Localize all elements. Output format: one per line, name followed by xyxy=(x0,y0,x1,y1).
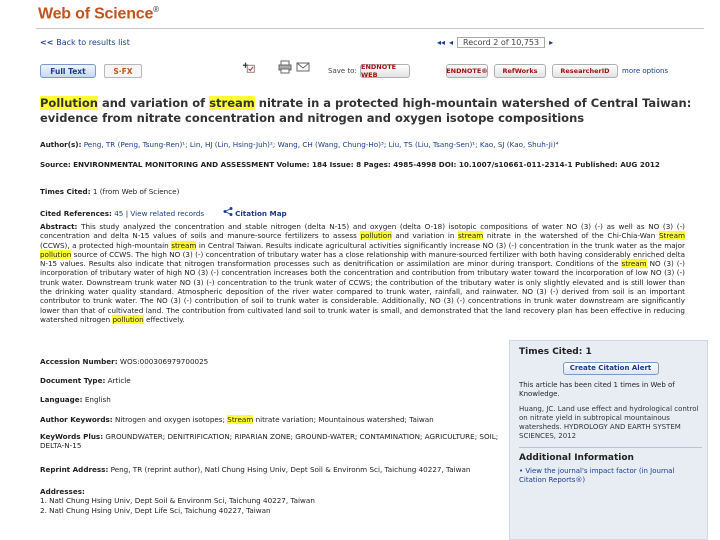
document-type-field xyxy=(40,376,131,385)
bullet-icon: • xyxy=(519,467,526,475)
abstract-highlight: pollution xyxy=(112,314,144,324)
document-type-label: Document Type: xyxy=(40,376,106,385)
cited-references-label: Cited References: xyxy=(40,209,112,218)
document-type-value: Article xyxy=(107,376,131,385)
registered-mark: ® xyxy=(153,5,159,14)
times-cited-value: 1 (from Web of Science) xyxy=(92,187,180,196)
authors-label: Author(s): xyxy=(40,140,82,149)
back-to-results-link[interactable]: << Back to results list xyxy=(40,38,130,47)
abstract-label: Abstract: xyxy=(40,222,78,231)
more-options-link[interactable]: more options xyxy=(622,67,669,75)
sidebar-times-cited: Times Cited: 1 xyxy=(519,347,592,357)
abstract-highlight: stream xyxy=(458,231,484,241)
language-field xyxy=(40,395,111,404)
separator: | xyxy=(125,209,129,218)
accession-label: Accession Number: xyxy=(40,357,118,366)
save-to-endnote-button[interactable] xyxy=(446,64,488,78)
addresses-label: Addresses: xyxy=(40,487,85,496)
keywords-plus-field xyxy=(40,432,502,452)
title-highlight-pollution: Pollution xyxy=(40,96,98,110)
author-keywords-value-rest: nitrate variation; Mountainous watershed; Taiwan xyxy=(253,415,434,424)
reprint-address-label: Reprint Address: xyxy=(40,465,109,474)
save-refworks-label: RefWorks xyxy=(502,67,538,75)
abstract-text: NO (3) (-) incorporation of tributary water of high NO (3) (-) concentration increases both the concentration and contribution from tributary water toward the incorporation of low NO (3) (-) trunk water. Downstream trunk water NO (3) (-) concentration to the trunk water of CCWS; the contribution of the tributary water is only slightly elevated and is still lower than the drinking water quality standard. Atmospheric deposition of the river water compared to trunk water, rainfall, and rainwater. NO (3) (-) derived from soil is an important contributor to trunk water. The NO (3) (-) contribution of soil to trunk water is considerable. Additionally, NO (3) (-) concentrations in trunk water downstream are significantly lower than that of cultivated land. The contribution from cultivated land soil to trunk water is small, and demonstrated that the land recovery plan has been effective in reducing watershed nitrogen xyxy=(40,259,685,324)
abstract-text: nitrate in the watershed of the Chi-Chia-Wan xyxy=(483,231,659,241)
addresses-field xyxy=(40,487,506,515)
accession-value: WOS:000306979700025 xyxy=(119,357,209,366)
full-text-button[interactable] xyxy=(40,64,96,78)
keywords-plus-value: GROUNDWATER; DENITRIFICATION; RIPARIAN ZONE; GROUND-WATER; CONTAMINATION; AGRICULTURE; SOIL; DELTA-N-15 xyxy=(40,432,499,451)
abstract-highlight: pollution xyxy=(40,249,72,259)
citation-sidebar xyxy=(509,340,708,540)
sfx-label: S·FX xyxy=(113,66,133,76)
source-label: Source: xyxy=(40,160,71,169)
abstract-field xyxy=(40,222,685,345)
abstract-text: in Central Taiwan. Results indicate agricultural activities significantly increase NO (3) (-) concentration in the trunk water as the major xyxy=(196,240,685,250)
previous-record-icon[interactable]: ◂ xyxy=(449,38,454,47)
record-tools xyxy=(242,60,310,74)
email-icon[interactable] xyxy=(296,60,310,74)
language-label: Language: xyxy=(40,395,83,404)
add-to-marked-list-icon[interactable] xyxy=(242,60,256,74)
author-keywords-field xyxy=(40,415,500,424)
title-text: and variation of xyxy=(97,96,210,110)
double-chevron-left-icon: << xyxy=(40,38,57,47)
accession-number-field xyxy=(40,357,208,366)
title-text-rest: nitrate in a protected high-mountain watershed of Central Taiwan: evidence from nitrate concentration and nitrogen and oxygen isotope compositions xyxy=(40,96,692,125)
reprint-address-field xyxy=(40,465,506,474)
citation-map-link[interactable]: Citation Map xyxy=(235,209,287,218)
author-keywords-value: Nitrogen and oxygen isotopes; xyxy=(114,415,228,424)
record-title xyxy=(40,96,700,125)
abstract-highlight: stream xyxy=(171,240,197,250)
keyword-highlight: Stream xyxy=(227,415,254,424)
abstract-text: source of CCWS. The high NO (3) (-) concentration of tributary water has a close relationship with manure-sourced fertilizer with both having considerably enriched delta N-15 values. Results also indicate that nitrogen transformation processes such as denitrification or assimilation are minor during transport. Conditions of the xyxy=(40,249,685,269)
abstract-highlight: Stream xyxy=(658,231,685,241)
address-line: 1. Natl Chung Hsing Univ, Dept Soil & Environm Sci, Taichung 40227, Taiwan xyxy=(40,496,315,506)
abstract-text: effectively. xyxy=(143,314,185,324)
create-citation-alert-button[interactable] xyxy=(563,362,659,375)
citation-map-icon[interactable] xyxy=(223,209,235,218)
source-field xyxy=(40,160,670,169)
address-line: 2. Natl Chung Hsing Univ, Dept Life Sci, Taichung 40227, Taiwan xyxy=(40,505,271,515)
create-citation-alert-label: Create Citation Alert xyxy=(569,364,652,372)
view-related-records-link[interactable]: View related records xyxy=(130,209,205,218)
source-value: ENVIRONMENTAL MONITORING AND ASSESSMENT Volume: 184 Issue: 8 Pages: 4985-4998 DOI: 10.1007/s10661-011-2314-1 Published: AUG 2012 xyxy=(73,160,660,169)
abstract-text: and variation in xyxy=(391,231,459,241)
record-navigation xyxy=(437,37,553,48)
author-keywords-label: Author Keywords: xyxy=(40,415,113,424)
abstract-text: (CCWS), a protected high-mountain xyxy=(40,240,172,250)
cited-note: This article has been cited 1 times in Web of Knowledge. xyxy=(519,381,675,398)
save-researcherid-label: ResearcherID xyxy=(560,67,610,75)
authors-field xyxy=(40,140,670,149)
title-highlight-stream: stream xyxy=(209,96,255,110)
sfx-button[interactable] xyxy=(104,64,142,78)
save-endnote-web-label: ENDNOTE WEB xyxy=(361,63,397,79)
abstract-highlight: stream xyxy=(621,259,647,269)
save-to-label: Save to: xyxy=(328,67,357,75)
save-to-endnote-web-button[interactable] xyxy=(360,64,410,78)
abstract-text: This study analyzed the concentration and stable nitrogen (delta N-15) and oxygen (delta O-18) isotopic compositions of water NO (3) (-) as well as NO (3) (-) concentration and delta N-15 values of soils and manure-source fertilizers to assess xyxy=(40,222,685,241)
authors-value[interactable]: Peng, TR (Peng, Tsung-Ren)¹; Lin, HJ (Lin, Hsing-Juh)²; Wang, CH (Wang, Chung-Ho)³; Liu, TS (Liu, Tsang-Sen)¹; Kao, SJ (Kao, Shuh-Ji)⁴ xyxy=(83,140,559,149)
cited-references-count[interactable]: 45 xyxy=(114,209,124,218)
citing-article-link[interactable]: Huang, JC. Land use effect and hydrological control on nitrate yield in subtropical mountainous watersheds. HYDROLOGY AND EARTH SYSTEM SCIENCES, 2012 xyxy=(519,405,699,440)
times-cited-field xyxy=(40,187,179,196)
additional-information-heading: Additional Information xyxy=(519,447,702,463)
journal-impact-factor-link[interactable]: View the journal's impact factor (in Journal Citation Reports®) xyxy=(519,467,675,484)
language-value: English xyxy=(84,395,111,404)
save-to-researcherid-button[interactable] xyxy=(552,64,618,78)
web-of-science-logo[interactable]: Web of Science® xyxy=(38,5,159,23)
abstract-highlight: pollution xyxy=(360,231,392,241)
header-divider xyxy=(36,28,704,29)
full-text-label: Full Text xyxy=(50,66,86,76)
cited-references-field xyxy=(40,207,287,218)
save-endnote-label: ENDNOTE® xyxy=(446,67,488,75)
keywords-plus-label: KeyWords Plus: xyxy=(40,432,104,441)
next-record-icon[interactable]: ▸ xyxy=(549,38,554,47)
first-record-icon[interactable]: ◂◂ xyxy=(437,38,446,47)
times-cited-label: Times Cited: xyxy=(40,187,91,196)
save-to-refworks-button[interactable] xyxy=(494,64,546,78)
record-counter: Record 2 of 10,753 xyxy=(457,37,545,48)
print-icon[interactable] xyxy=(278,60,292,74)
reprint-address-value: Peng, TR (reprint author), Natl Chung Hsing Univ, Dept Soil & Environm Sci, Taichung 40227, Taiwan xyxy=(110,465,471,474)
